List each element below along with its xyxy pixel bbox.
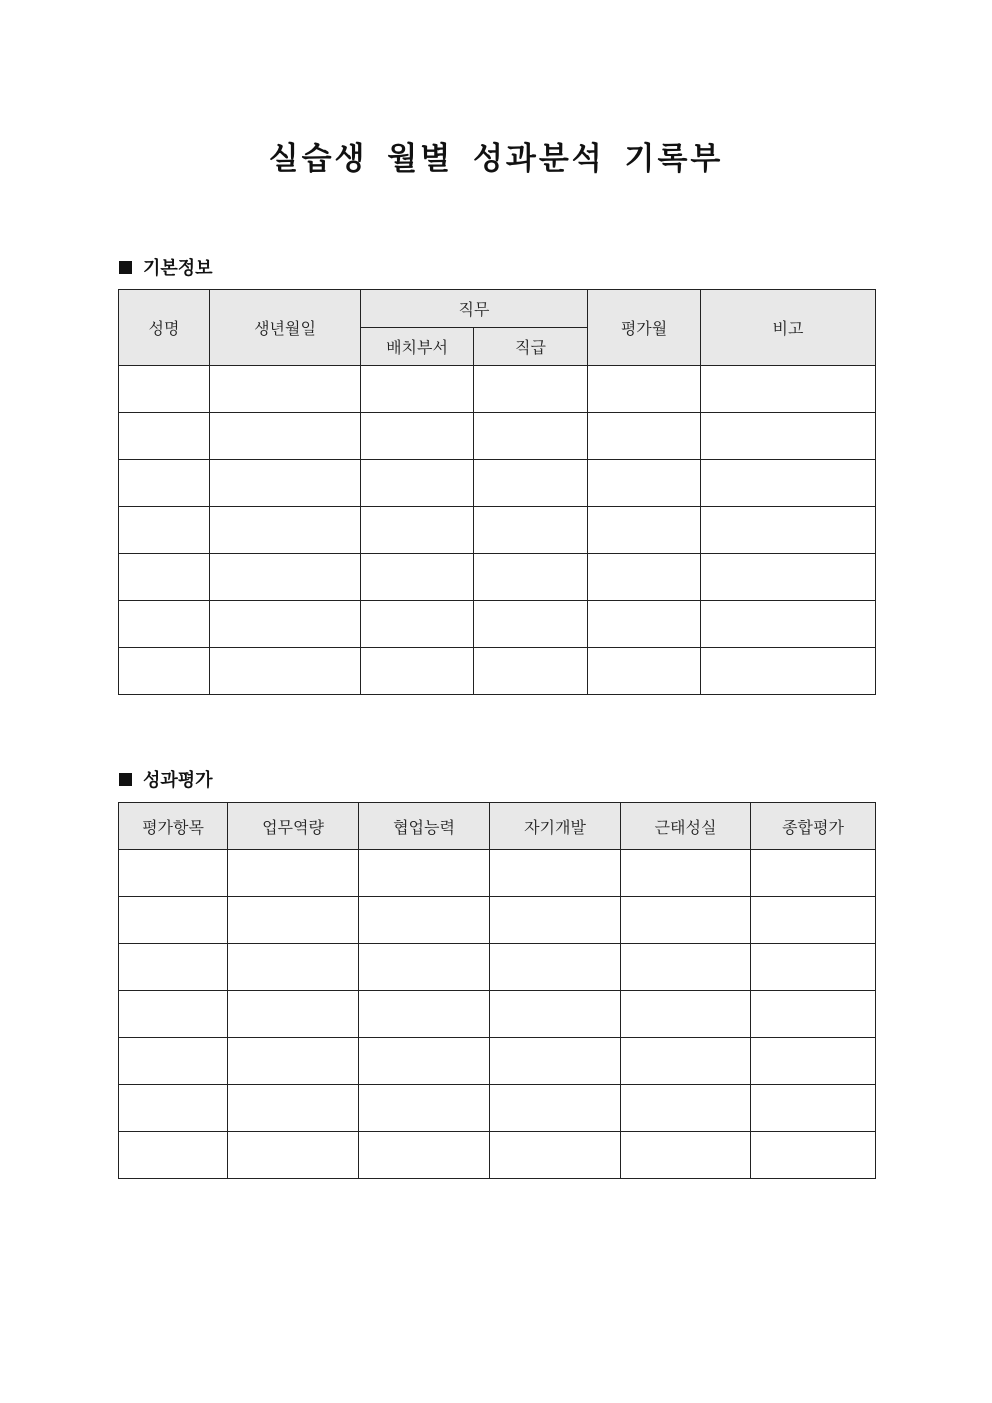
table-cell[interactable] [119,648,210,695]
table-cell[interactable] [490,897,621,944]
table-cell[interactable] [361,601,474,648]
table-cell[interactable] [228,897,359,944]
table-cell[interactable] [210,554,361,601]
table-row [119,554,876,601]
table-row [119,944,876,991]
header-birthdate: 생년월일 [210,290,361,366]
table-row [119,991,876,1038]
table-cell[interactable] [588,366,701,413]
table-cell[interactable] [210,413,361,460]
table-cell[interactable] [751,1132,876,1179]
table-cell[interactable] [119,601,210,648]
table-cell[interactable] [621,1132,751,1179]
section-heading-performance [119,766,213,792]
table-row [119,897,876,944]
table-cell[interactable] [359,1038,490,1085]
table-row [119,850,876,897]
table-cell[interactable] [119,1132,228,1179]
table-row [119,1085,876,1132]
table-cell[interactable] [474,507,588,554]
table-cell[interactable] [228,1132,359,1179]
table-cell[interactable] [751,1038,876,1085]
table-cell[interactable] [119,366,210,413]
table-cell[interactable] [474,601,588,648]
table-cell[interactable] [210,366,361,413]
section-heading-label: 성과평가 [143,770,213,791]
table-cell[interactable] [119,507,210,554]
table-cell[interactable] [588,460,701,507]
table-cell[interactable] [119,1038,228,1085]
table-cell[interactable] [751,850,876,897]
table-cell[interactable] [361,366,474,413]
table-cell[interactable] [359,991,490,1038]
table-cell[interactable] [228,1038,359,1085]
table-cell[interactable] [210,601,361,648]
table-cell[interactable] [119,1085,228,1132]
square-bullet-icon [119,261,132,274]
table-cell[interactable] [588,601,701,648]
table-cell[interactable] [588,648,701,695]
header-cell: 자기개발 [490,803,621,850]
table-cell[interactable] [119,944,228,991]
header-cell: 근태성실 [621,803,751,850]
table-cell[interactable] [588,413,701,460]
table-cell[interactable] [228,850,359,897]
table-cell[interactable] [621,991,751,1038]
table-cell[interactable] [490,1085,621,1132]
table-row [119,507,876,554]
table-cell[interactable] [588,507,701,554]
table-cell[interactable] [751,1085,876,1132]
table-cell[interactable] [474,648,588,695]
table-cell[interactable] [119,554,210,601]
table-cell[interactable] [361,413,474,460]
table-cell[interactable] [701,601,876,648]
table-row [119,1038,876,1085]
section-heading-label: 기본정보 [143,258,213,279]
table-cell[interactable] [359,944,490,991]
table-cell[interactable] [359,897,490,944]
header-job: 직무 [361,290,588,328]
table-row [119,601,876,648]
table-cell[interactable] [210,648,361,695]
table-cell[interactable] [119,897,228,944]
document-title: 실습생 월별 성과분석 기록부 [268,141,724,177]
header-cell: 협업능력 [359,803,490,850]
table-cell[interactable] [490,850,621,897]
table-cell[interactable] [621,897,751,944]
table-row [119,648,876,695]
table-row [119,460,876,507]
header-eval-month: 평가월 [588,290,701,366]
table-cell[interactable] [701,413,876,460]
table-cell[interactable] [210,460,361,507]
table-cell[interactable] [490,1132,621,1179]
table-cell[interactable] [621,850,751,897]
header-cell: 종합평가 [751,803,876,850]
table-row [119,366,876,413]
table-cell[interactable] [701,460,876,507]
table-cell[interactable] [701,366,876,413]
table-cell[interactable] [228,944,359,991]
table-cell[interactable] [621,944,751,991]
header-department: 배치부서 [361,328,474,366]
table-cell[interactable] [210,507,361,554]
table-cell[interactable] [228,991,359,1038]
table-cell[interactable] [474,413,588,460]
table-cell[interactable] [359,1132,490,1179]
table-cell[interactable] [119,413,210,460]
table-cell[interactable] [490,991,621,1038]
table-cell[interactable] [701,507,876,554]
table-row [119,1132,876,1179]
table-cell[interactable] [621,1085,751,1132]
basic-info-table [118,289,876,695]
table-row [119,413,876,460]
performance-table [118,802,876,1179]
table-cell[interactable] [119,460,210,507]
table-cell[interactable] [701,648,876,695]
table-cell[interactable] [751,991,876,1038]
square-bullet-icon [119,773,132,786]
header-name: 성명 [119,290,210,366]
header-remarks: 비고 [701,290,876,366]
table-cell[interactable] [588,554,701,601]
table-cell[interactable] [119,991,228,1038]
table-cell[interactable] [490,944,621,991]
table-cell[interactable] [119,850,228,897]
table-cell[interactable] [474,460,588,507]
table-cell[interactable] [474,366,588,413]
table-cell[interactable] [359,1085,490,1132]
table-cell[interactable] [490,1038,621,1085]
table-cell[interactable] [361,507,474,554]
table-cell[interactable] [751,897,876,944]
table-cell[interactable] [751,944,876,991]
header-rank: 직급 [474,328,588,366]
table-cell[interactable] [228,1085,359,1132]
header-cell: 평가항목 [119,803,228,850]
section-heading-basic-info [119,254,213,280]
table-cell[interactable] [361,460,474,507]
table-cell[interactable] [621,1038,751,1085]
table-cell[interactable] [359,850,490,897]
table-cell[interactable] [361,648,474,695]
table-cell[interactable] [701,554,876,601]
header-cell: 업무역량 [228,803,359,850]
table-cell[interactable] [361,554,474,601]
table-cell[interactable] [474,554,588,601]
